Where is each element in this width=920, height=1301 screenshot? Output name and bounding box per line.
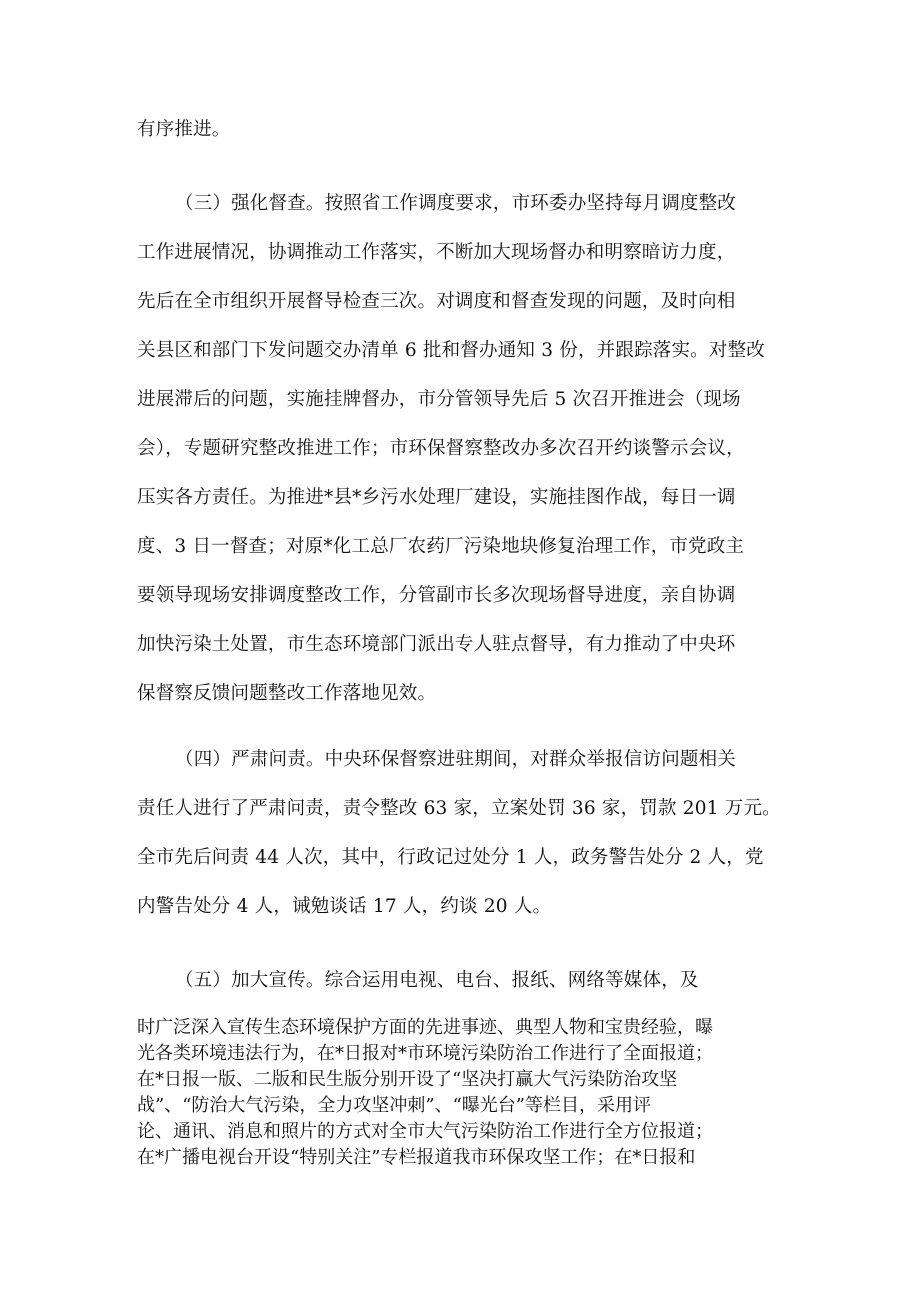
text-line: 在*广播电视台开设“特别关注”专栏报道我市环保攻坚工作；在*日报和 [137, 1147, 696, 1168]
text-line: 工作进展情况，协调推动工作落实，不断加大现场督办和明察暗访力度， [137, 242, 736, 263]
text-line: 在*日报一版、二版和民生版分别开设了“坚决打赢大气污染防治攻坚 [137, 1069, 678, 1090]
text-line: （三）强化督查。按照省工作调度要求，市环委办坚持每月调度整改 [175, 193, 737, 214]
text-line: 战”、“防治大气污染，全力攻坚冲刺”、“曝光台”等栏目，采用评 [137, 1095, 652, 1116]
text-line: 加快污染土处置，市生态环境部门派出专人驻点督导，有力推动了中央环 [137, 634, 736, 655]
text-line: 论、通讯、消息和照片的方式对全市大气污染防治工作进行全方位报道； [137, 1121, 713, 1142]
text-line: 先后在全市组织开展督导检查三次。对调度和督查发现的问题，及时向相 [137, 291, 736, 312]
text-line: 会），专题研究整改推进工作；市环保督察整改办多次召开约谈警示会议， [137, 438, 745, 459]
text-line: 压实各方责任。为推进*县*乡污水处理厂建设，实施挂图作战，每日一调 [137, 487, 736, 508]
text-line: 有序推进。 [137, 119, 231, 140]
text-line: 进展滞后的问题，实施挂牌督办，市分管领导先后 5 次召开推进会（现场 [137, 389, 741, 410]
text-line: （五）加大宣传。综合运用电视、电台、报纸、网络等媒体，及 [175, 970, 699, 991]
text-line: 时广泛深入宣传生态环境保护方面的先进事迹、典型人物和宝贵经验，曝 [137, 1017, 713, 1038]
text-line: （四）严肃问责。中央环保督察进驻期间，对群众举报信访问题相关 [175, 749, 737, 770]
text-line: 全市先后问责 44 人次，其中，行政记过处分 1 人，政务警告处分 2 人，党 [137, 847, 764, 868]
text-line: 保督察反馈问题整改工作落地见效。 [137, 683, 437, 704]
text-line: 光各类环境违法行为，在*日报对*市环境污染防治工作进行了全面报道； [137, 1043, 713, 1064]
text-line: 度、3 日一督查；对原*化工总厂农药厂污染地块修复治理工作，市党政主 [137, 536, 745, 557]
text-line: 关县区和部门下发问题交办清单 6 批和督办通知 3 份，并跟踪落实。对整改 [137, 340, 765, 361]
text-line: 内警告处分 4 人，诫勉谈话 17 人，约谈 20 人。 [137, 896, 552, 917]
text-line: 责任人进行了严肃问责，责令整改 63 家，立案处罚 36 家，罚款 201 万元。 [137, 798, 781, 819]
text-line: 要领导现场安排调度整改工作，分管副市长多次现场督导进度，亲自协调 [137, 585, 736, 606]
